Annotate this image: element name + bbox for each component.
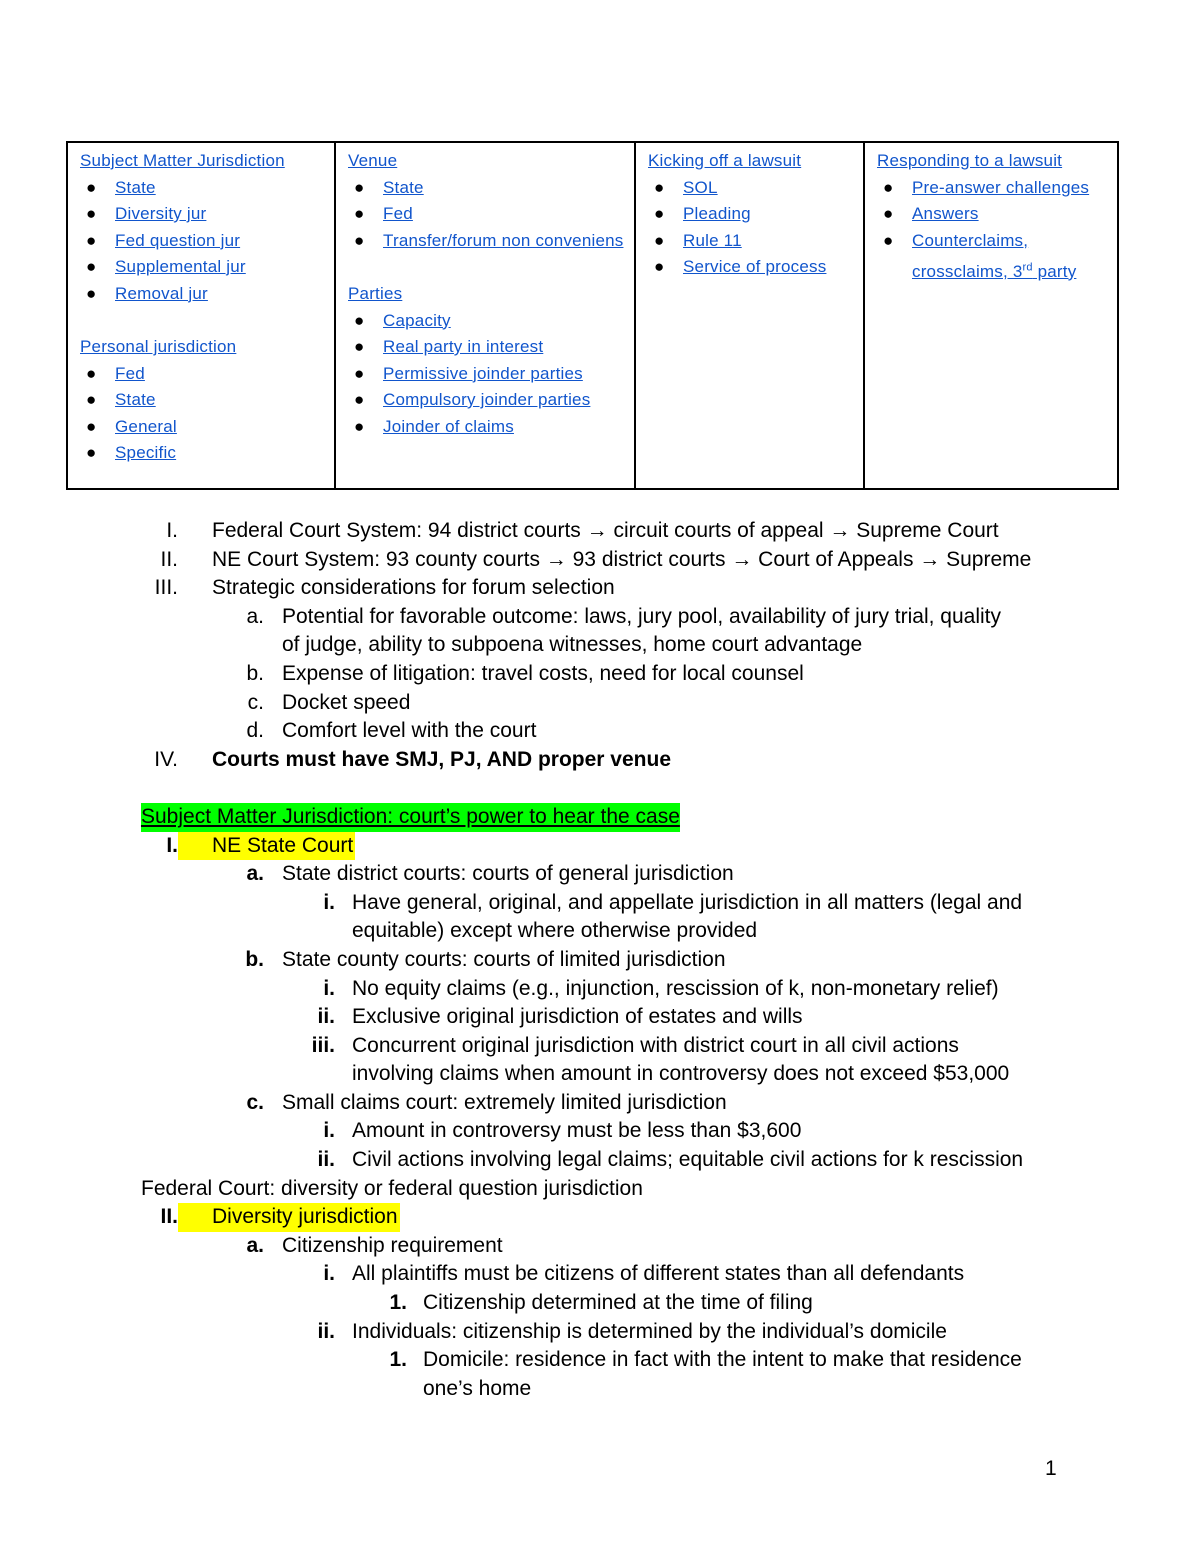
list-item: [648, 228, 863, 255]
bullet-icon: ●: [86, 204, 97, 223]
topic-link[interactable]: Fed: [115, 363, 145, 383]
section-heading: Subject Matter Jurisdiction: court’s power to hear the case: [141, 803, 680, 832]
outline-text: NE Court System: 93 county courts → 93 district courts → Court of Appeals → Supreme: [212, 547, 1032, 571]
topic-link[interactable]: Real party in interest: [383, 337, 544, 356]
outline-text: Small claims court: extremely limited jurisdiction: [282, 1090, 727, 1114]
outline-row: [0, 517, 1200, 546]
topic-link[interactable]: Permissive joinder parties: [383, 363, 583, 383]
outline-row: [0, 1060, 1200, 1089]
bullet-icon: ●: [86, 257, 97, 276]
outline-marker: iii.: [311, 1033, 335, 1057]
list-item: [80, 175, 334, 202]
list-item: [348, 228, 634, 255]
outline-text: Domicile: residence in fact with the intent to make that residence: [423, 1348, 1022, 1372]
topic-link[interactable]: Capacity: [383, 310, 451, 330]
list-item: [80, 440, 334, 467]
topic-link[interactable]: Answers: [912, 204, 979, 223]
outline-row: [0, 717, 1200, 746]
outline-row: [0, 860, 1200, 889]
outline-row: [0, 1346, 1200, 1375]
outline-text: Docket speed: [282, 690, 411, 714]
outline-marker: a.: [246, 1233, 264, 1257]
bullet-icon: ●: [86, 363, 97, 383]
outline-marker: i.: [323, 976, 335, 1000]
list-item: [80, 228, 334, 255]
outline-marker: d.: [246, 719, 264, 743]
outline-marker: 1.: [389, 1291, 407, 1315]
outline-marker: IV.: [154, 747, 178, 771]
bullet-icon: ●: [354, 310, 365, 330]
bullet-icon: ●: [354, 337, 365, 356]
bullet-icon: ●: [86, 390, 97, 409]
outline-text: Federal Court: diversity or federal question jurisdiction: [141, 1176, 643, 1200]
outline-text: of judge, ability to subpoena witnesses, home court advantage: [282, 633, 863, 657]
outline-row: [0, 1117, 1200, 1146]
outline-row: [0, 889, 1200, 918]
section-link[interactable]: Kicking off a lawsuit: [648, 151, 802, 170]
outline-text: Potential for favorable outcome: laws, jury pool, availability of jury trial, quality: [282, 604, 1002, 628]
outline-text: equitable) except where otherwise provided: [352, 919, 758, 943]
outline-row: [0, 746, 1200, 775]
topic-link[interactable]: Removal jur: [115, 283, 208, 303]
outline-row: [0, 546, 1200, 575]
topic-link[interactable]: Transfer/forum non conveniens: [383, 230, 624, 250]
outline-text: Citizenship determined at the time of filing: [423, 1291, 813, 1315]
outline-text: No equity claims (e.g., injunction, rescission of k, non-monetary relief): [352, 976, 999, 1000]
outline-row: [0, 774, 1200, 803]
list-item: [348, 308, 634, 335]
topic-link[interactable]: Diversity jur: [115, 204, 207, 223]
outline-text: Courts must have SMJ, PJ, AND proper venue: [212, 747, 671, 771]
outline-row: [0, 1003, 1200, 1032]
list-item: [648, 201, 863, 228]
outline-row: [0, 603, 1200, 632]
list-item: [877, 201, 1117, 228]
outline-text: Amount in controversy must be less than $3,600: [352, 1119, 802, 1143]
outline-text: NE State Court: [178, 832, 355, 861]
outline-row: [0, 574, 1200, 603]
topic-link[interactable]: Specific: [115, 443, 177, 462]
bullet-icon: ●: [654, 177, 665, 197]
outline-text: Citizenship requirement: [282, 1233, 503, 1257]
outline-text: Have general, original, and appellate jurisdiction in all matters (legal and: [352, 890, 1023, 914]
table-column: [334, 143, 634, 488]
bullet-icon: ●: [654, 230, 665, 250]
section-link[interactable]: Parties: [348, 284, 403, 303]
list-item: [80, 281, 334, 308]
topic-link[interactable]: Service of process: [683, 257, 827, 276]
list-item: [80, 361, 334, 388]
table-column: [68, 143, 334, 488]
outline-row: [0, 832, 1200, 861]
outline-text: Expense of litigation: travel costs, need for local counsel: [282, 661, 804, 685]
outline-text: Strategic considerations for forum selection: [212, 576, 615, 600]
bullet-icon: ●: [654, 257, 665, 276]
topic-link[interactable]: State: [115, 390, 156, 409]
outline-row: [0, 1032, 1200, 1061]
bullet-icon: ●: [354, 416, 365, 436]
section-link[interactable]: Personal jurisdiction: [80, 337, 237, 356]
outline-text: Diversity jurisdiction: [178, 1203, 400, 1232]
outline-marker: a.: [246, 604, 264, 628]
table-column: [634, 143, 863, 488]
outline-row: [0, 1203, 1200, 1232]
outline-row: [0, 803, 1200, 832]
bullet-icon: ●: [354, 230, 365, 250]
bullet-icon: ●: [86, 177, 97, 197]
topic-link[interactable]: State: [115, 177, 156, 197]
outline-marker: a.: [246, 862, 264, 886]
outline-marker: c.: [247, 690, 264, 714]
topic-link[interactable]: Supplemental jur: [115, 257, 246, 276]
outline-marker: ii.: [317, 1319, 335, 1343]
section-link[interactable]: Responding to a lawsuit: [877, 151, 1063, 170]
bullet-icon: ●: [883, 204, 894, 223]
outline-marker: II.: [160, 547, 178, 571]
outline-marker: i.: [323, 1262, 335, 1286]
topic-link[interactable]: Pre-answer challenges: [912, 177, 1090, 197]
topic-table: [66, 141, 1119, 490]
page-number: 1: [1045, 1457, 1057, 1480]
outline-marker: b.: [245, 947, 264, 971]
topic-link[interactable]: Rule 11: [683, 230, 742, 250]
bullet-icon: ●: [354, 363, 365, 383]
bullet-icon: ●: [883, 177, 894, 197]
section-link[interactable]: Venue: [348, 151, 398, 170]
outline-row: [0, 689, 1200, 718]
outline-text: involving claims when amount in controversy does not exceed $53,000: [352, 1062, 1010, 1086]
bullet-icon: ●: [654, 204, 665, 223]
outline-text: State district courts: courts of general jurisdiction: [282, 862, 734, 886]
outline-row: [0, 946, 1200, 975]
section-link[interactable]: Subject Matter Jurisdiction: [80, 151, 285, 170]
outline-marker: ii.: [317, 1005, 335, 1029]
outline-row: [0, 1089, 1200, 1118]
outline-row: [0, 917, 1200, 946]
topic-link[interactable]: Compulsory joinder parties: [383, 390, 591, 409]
outline-row: [0, 1232, 1200, 1261]
outline-row: [0, 1146, 1200, 1175]
outline-marker: b.: [246, 661, 264, 685]
list-item: [348, 201, 634, 228]
outline-row: [0, 1260, 1200, 1289]
topic-link[interactable]: Counterclaims, crossclaims, 3rd party: [912, 230, 1077, 281]
topic-link[interactable]: Pleading: [683, 204, 751, 223]
outline-text: State county courts: courts of limited jurisdiction: [282, 947, 726, 971]
outline-row: [0, 1289, 1200, 1318]
outline-text: All plaintiffs must be citizens of different states than all defendants: [352, 1262, 965, 1286]
outline-text: Civil actions involving legal claims; equitable civil actions for k rescission: [352, 1148, 1024, 1172]
outline-marker: I.: [166, 519, 178, 542]
outline-text: Federal Court System: 94 district courts → circuit courts of appeal → Supreme Court: [212, 519, 999, 542]
outline-row: [0, 660, 1200, 689]
topic-link[interactable]: State: [383, 177, 424, 197]
list-item: [648, 254, 863, 281]
topic-link[interactable]: Fed: [383, 204, 413, 223]
outline-marker: ii.: [317, 1148, 335, 1172]
bullet-icon: ●: [86, 230, 97, 250]
list-item: [348, 387, 634, 414]
list-item: [348, 334, 634, 361]
topic-link[interactable]: General: [115, 416, 177, 436]
bullet-icon: ●: [354, 204, 365, 223]
outline-text: one’s home: [423, 1376, 532, 1400]
topic-link[interactable]: Joinder of claims: [383, 416, 514, 436]
outline-marker: I.: [166, 833, 178, 857]
list-item: [80, 387, 334, 414]
outline-marker: i.: [323, 1119, 335, 1143]
outline-row: [0, 1375, 1200, 1404]
list-item: [348, 361, 634, 388]
outline-text: Concurrent original jurisdiction with district court in all civil actions: [352, 1033, 959, 1057]
table-column: [863, 143, 1117, 488]
outline-marker: i.: [323, 890, 335, 914]
outline-marker: II.: [160, 1205, 178, 1229]
outline-row: [0, 631, 1200, 660]
bullet-icon: ●: [354, 177, 365, 197]
outline-row: [0, 1318, 1200, 1347]
bullet-icon: ●: [86, 283, 97, 303]
list-item: [877, 175, 1117, 202]
bullet-icon: ●: [354, 390, 365, 409]
outline-marker: 1.: [389, 1348, 407, 1372]
outline: [0, 517, 1200, 1403]
outline-marker: c.: [246, 1090, 264, 1114]
topic-link[interactable]: Fed question jur: [115, 230, 241, 250]
list-item: [80, 254, 334, 281]
list-item: [80, 414, 334, 441]
bullet-icon: ●: [86, 443, 97, 462]
list-item: [80, 201, 334, 228]
list-item: [877, 228, 1117, 286]
bullet-icon: ●: [883, 230, 894, 250]
outline-text: Comfort level with the court: [282, 719, 537, 743]
outline-row: [0, 975, 1200, 1004]
list-item: [348, 414, 634, 441]
list-item: [648, 175, 863, 202]
list-item: [348, 175, 634, 202]
bullet-icon: ●: [86, 416, 97, 436]
outline-text: Exclusive original jurisdiction of estates and wills: [352, 1005, 803, 1029]
outline-marker: III.: [154, 576, 178, 600]
outline-text: Individuals: citizenship is determined by the individual’s domicile: [352, 1319, 947, 1343]
outline-row: [0, 1175, 1200, 1204]
topic-link[interactable]: SOL: [683, 177, 718, 197]
